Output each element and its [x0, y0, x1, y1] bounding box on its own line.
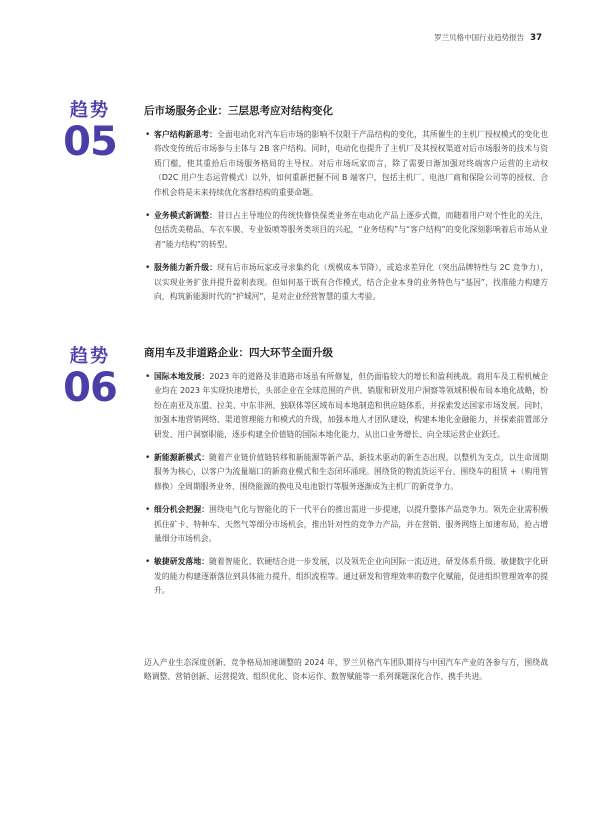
trend-05-label — [58, 100, 122, 165]
item-text: 2023 年的道路及非道路市场虽有所修复，但仍面临较大的增长和盈利挑战。商用车及工程机械企业均在 2023 年实现快速增长，头部企业在全球范围的产供、销服和研发用户洞察等领域积极布局本地化战略，纷纷在南亚及东盟、拉美、中东非洲、独联体等区域布局本地制造和供应链体系，并探索发达国家市场发展。同时，加强本地营销网络、渠道管理能力和模式的升级，加强本地人才团队建设，构建本地化金融能力，并探索前置部分研发、用户洞察职能，逐步构建全价值链的国际本地化能力，从出口业务增长、向全球运营企业跃迁。 — [154, 372, 548, 439]
list-item — [144, 503, 548, 546]
trend-05-title: 后市场服务企业：三层思考应对结构变化 — [144, 105, 333, 117]
list-item — [144, 451, 548, 494]
item-text: 围绕电气化与智能化的下一代平台的推出需进一步提速，以提升整体产品竞争力。领先企业需积极抓住矿卡、特种车、天然气等细分市场机会，推出针对性的竞争力产品，并在营销、服务网络上加速布局，抢占增量细分市场机会。 — [154, 505, 548, 544]
list-item — [144, 261, 548, 304]
report-title: 罗兰贝格中国行业趋势报告 — [434, 33, 525, 42]
item-heading: 客户结构新思考： — [154, 130, 218, 139]
list-item — [144, 555, 548, 598]
list-item — [144, 370, 548, 442]
bullet-icon: • — [145, 453, 151, 464]
item-heading: 服务能力新升级： — [154, 263, 218, 273]
trend-06-section — [144, 346, 548, 608]
page-number: 37 — [530, 32, 542, 43]
bullet-icon: • — [145, 211, 151, 222]
item-heading: 新能源新模式： — [154, 453, 210, 463]
bullet-icon: • — [145, 130, 151, 140]
list-item — [144, 209, 548, 252]
trend-06-list — [144, 370, 548, 599]
trend-06-title: 商用车及非道路企业：四大环节全面升级 — [144, 347, 333, 359]
bullet-icon: • — [145, 372, 151, 382]
item-text: 昔日占主导地位的传统快修快保类业务在电动化产品上逐步式微，而随着用户对个性化的关注，包括洗美精品、车衣车膜、专业钣喷等服务类项目的兴起，“业务结构”与“客户结构”的变化深刻影响着后市场从业者“能力结构”的转型。 — [154, 211, 549, 249]
trend-06-word: 趋势 — [70, 346, 110, 367]
item-heading: 敏捷研发落地： — [154, 557, 210, 567]
trend-05-number: 05 — [63, 119, 117, 165]
bullet-icon: • — [145, 263, 151, 274]
item-heading: 细分机会把握： — [154, 505, 210, 515]
item-text: 随着智能化、软硬结合进一步发展，以及领先企业向国际一流迈进，研发体系升级、敏捷数字化研发的能力构建逐渐落位到具体能力提升、组织流程等。通过研发和管理效率的数字化赋能，促进组织管理效率的提升。 — [154, 557, 548, 596]
trend-05-list — [144, 128, 548, 304]
item-text: 随着产业链价值链转移和新能源等新产品、新技术驱动的新生态出现，以整机为支点，以生命周期服务为核心，以客户为流量端口的新商业模式和生态闭环涌现。围绕货的物流货运平台、围绕车的租赁 +（购用管修换）全周期服务业务、围绕能源的换电及电池银行等服务逐渐成为主机厂的新竞争力。 — [154, 453, 548, 491]
item-text: 现有后市场玩家或寻求集约化（规模成本节降），或追求差异化（突出品牌特性与 2C 竞争力），以实现业务扩张并提升盈利表现。但如何基于既有合作模式，结合企业本身的业务特色与“基因”，找准能力构建方向，构筑新能源时代的“护城河”，是对企业经营智慧的重大考验。 — [154, 263, 548, 302]
closing-paragraph: 迈入产业生态深度创新、竞争格局加速调整的 2024 年，罗兰贝格汽车团队期待与中国汽车产业的各参与方，围绕战略调整、营销创新、运营提效、组织优化、资本运作、数智赋能等一系列课题深化合作、携手共进。 — [144, 658, 548, 682]
trend-05-section — [144, 104, 548, 313]
bullet-icon: • — [145, 557, 151, 568]
bullet-icon: • — [145, 505, 151, 516]
page-header — [434, 32, 542, 43]
trend-06-label — [58, 346, 122, 411]
list-item — [144, 128, 548, 200]
item-heading: 业务模式新调整： — [154, 211, 218, 221]
trend-05-word: 趋势 — [70, 100, 110, 121]
item-heading: 国际本地发展： — [154, 372, 210, 381]
item-text: 全面电动化对汽车后市场的影响不仅限于产品结构的变化，其所催生的主机厂授权模式的变化也将改变传统后市场参与主体与 2B 客户结构。同时，电动化也提升了主机厂及其授权渠道对后市场服务的技术与资质门槛，使其重拾后市场服务格局的主导权。对后市场玩家而言，除了需要日渐加强对终端客户运营的主动权（D2C 用户生态运营模式）以外，如何重新把握不同 B 端客户，包括主机厂、电池厂商和保险公司等的授权、合作机会将是未来持续优化客群结构的重要命题。 — [154, 130, 549, 197]
trend-06-number: 06 — [63, 365, 117, 411]
